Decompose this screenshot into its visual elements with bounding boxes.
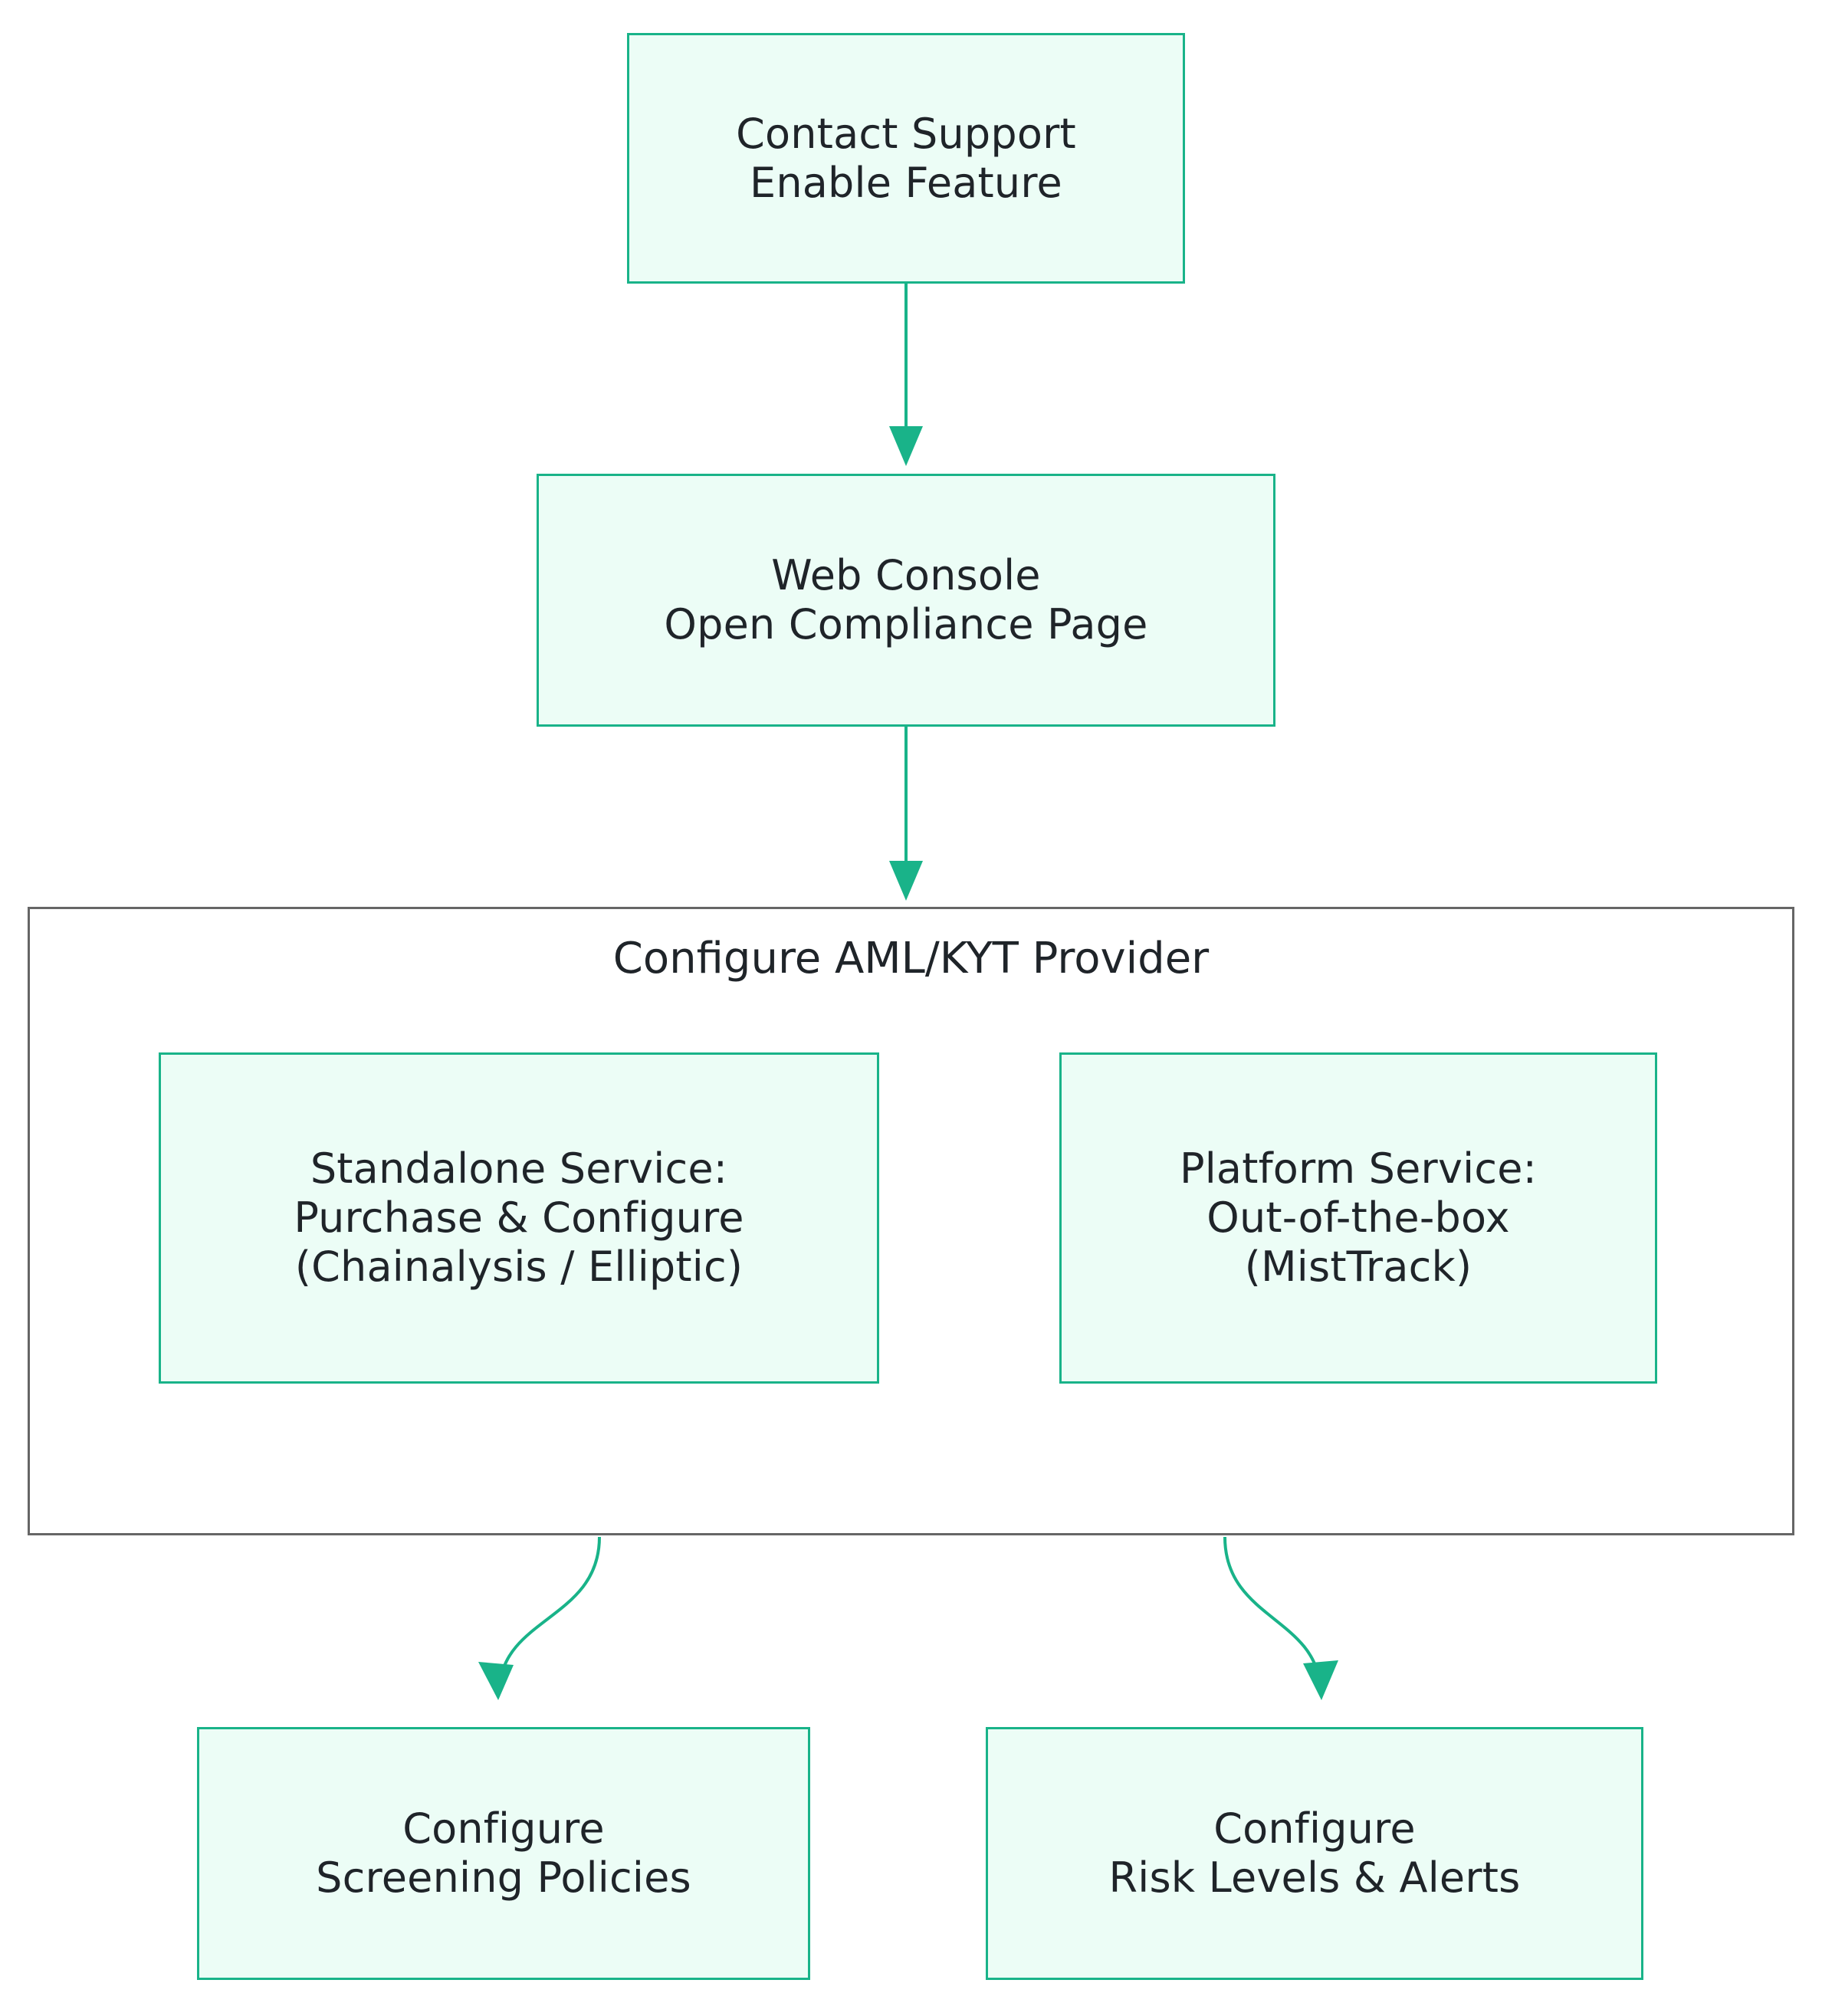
node-contact-support-line-2: Enable Feature xyxy=(750,158,1062,207)
edge-web-console-to-configure-provider xyxy=(889,727,923,901)
node-contact-support[interactable] xyxy=(627,33,1185,284)
node-platform-service[interactable] xyxy=(1059,1052,1657,1384)
edge-contact-support-to-web-console xyxy=(889,284,923,466)
node-standalone-service-line-1: Standalone Service: xyxy=(310,1144,728,1194)
node-configure-screening-policies[interactable] xyxy=(197,1727,810,1980)
node-web-console[interactable] xyxy=(537,474,1275,727)
node-standalone-service-line-2: Purchase & Configure xyxy=(294,1194,744,1243)
node-contact-support-line-1: Contact Support xyxy=(736,109,1076,158)
edge-platform-to-risk xyxy=(1225,1537,1338,1700)
node-configure-risk-line-1: Configure xyxy=(1213,1804,1416,1853)
node-standalone-service[interactable] xyxy=(159,1052,879,1384)
node-platform-service-line-2: Out-of-the-box xyxy=(1206,1194,1510,1243)
edge-standalone-to-screening xyxy=(478,1537,599,1700)
node-configure-risk-line-2: Risk Levels & Alerts xyxy=(1108,1853,1521,1902)
cluster-title: Configure AML/KYT Provider xyxy=(612,934,1210,983)
node-configure-screening-line-1: Configure xyxy=(402,1804,605,1853)
node-configure-screening-line-2: Screening Policies xyxy=(316,1853,691,1902)
node-web-console-line-1: Web Console xyxy=(771,551,1041,600)
node-configure-risk-levels-alerts[interactable] xyxy=(986,1727,1643,1980)
node-platform-service-line-3: (MistTrack) xyxy=(1244,1242,1472,1291)
node-web-console-line-2: Open Compliance Page xyxy=(664,600,1148,648)
node-standalone-service-line-3: (Chainalysis / Elliptic) xyxy=(294,1242,744,1291)
node-platform-service-line-1: Platform Service: xyxy=(1179,1144,1538,1194)
